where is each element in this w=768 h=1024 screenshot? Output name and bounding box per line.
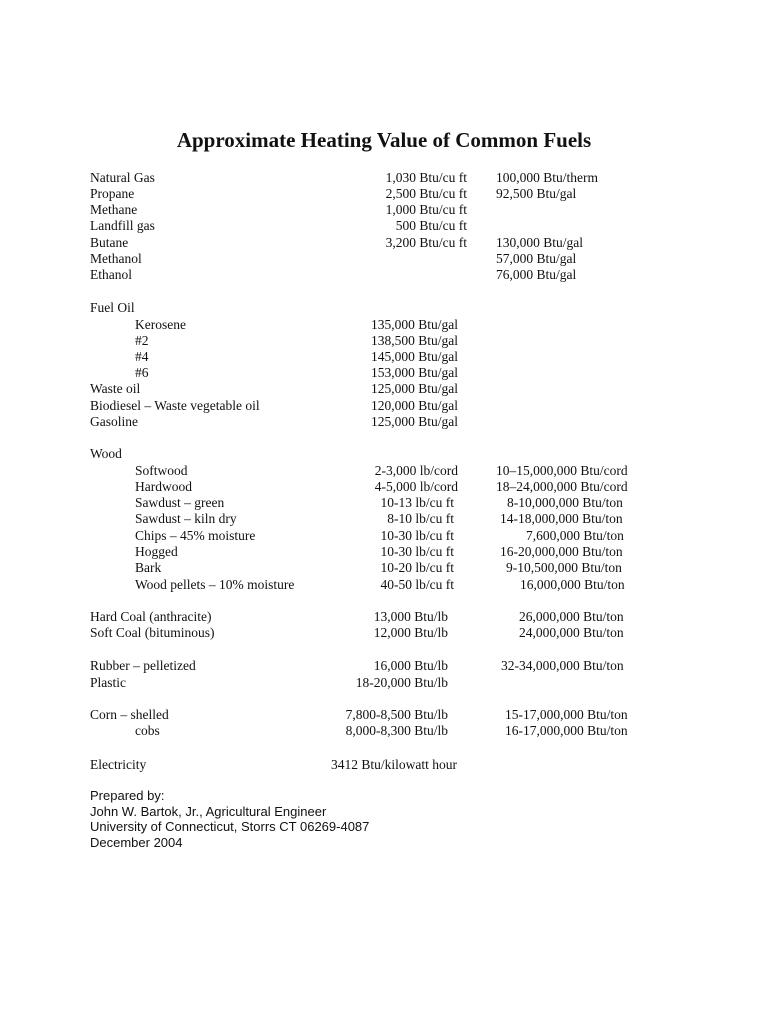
fuel-value-primary: 500 Btu/cu ft — [395, 218, 467, 233]
fuel-label: Hardwood — [135, 479, 192, 494]
table-row — [0, 544, 768, 560]
fuel-value-primary: 153,000 Btu/gal — [371, 365, 458, 380]
fuel-value-secondary: 16-17,000,000 Btu/ton — [505, 723, 628, 738]
fuel-label: Gasoline — [90, 414, 138, 429]
fuel-label: Methane — [90, 202, 138, 217]
fuel-value-secondary: 18–24,000,000 Btu/cord — [496, 479, 628, 494]
table-row — [0, 707, 768, 723]
fuel-label: Butane — [90, 235, 129, 250]
fuel-label: Hogged — [135, 544, 178, 559]
table-row — [0, 414, 768, 430]
fuel-value-secondary: 130,000 Btu/gal — [496, 235, 583, 250]
fuel-value-secondary: 9-10,500,000 Btu/ton — [506, 560, 622, 575]
table-row — [0, 723, 768, 739]
fuel-label: Wood pellets – 10% moisture — [135, 577, 295, 592]
fuel-label: #2 — [135, 333, 149, 348]
table-row — [0, 560, 768, 576]
fuel-value-primary: 10-30 lb/cu ft — [380, 528, 454, 543]
fuel-label: Wood — [90, 446, 122, 461]
fuel-value-primary: 13,000 Btu/lb — [373, 609, 448, 624]
fuel-value-primary: 7,800-8,500 Btu/lb — [345, 707, 448, 722]
fuel-label: Natural Gas — [90, 170, 155, 185]
fuel-label: Softwood — [135, 463, 188, 478]
table-row — [0, 218, 768, 234]
table-row — [0, 495, 768, 511]
fuel-value-primary: 10-20 lb/cu ft — [380, 560, 454, 575]
table-row — [0, 381, 768, 397]
fuel-value-primary: 1,030 Btu/cu ft — [385, 170, 467, 185]
fuel-label: Rubber – pelletized — [90, 658, 196, 673]
fuel-label: Sawdust – green — [135, 495, 225, 510]
fuel-value-primary: 12,000 Btu/lb — [373, 625, 448, 640]
table-row — [0, 609, 768, 625]
fuel-value-secondary: 16-20,000,000 Btu/ton — [500, 544, 623, 559]
fuel-value-primary: 135,000 Btu/gal — [371, 317, 458, 332]
fuel-label: cobs — [135, 723, 160, 738]
fuel-value-secondary: 16,000,000 Btu/ton — [520, 577, 625, 592]
fuel-label: Landfill gas — [90, 218, 155, 233]
fuel-value-primary: 40-50 lb/cu ft — [380, 577, 454, 592]
fuel-value-secondary: 10–15,000,000 Btu/cord — [496, 463, 628, 478]
table-row — [0, 625, 768, 641]
table-row — [0, 675, 768, 691]
fuel-value-secondary: 100,000 Btu/therm — [496, 170, 598, 185]
table-row — [0, 186, 768, 202]
preparer-credits — [90, 788, 369, 850]
fuel-label: Chips – 45% moisture — [135, 528, 256, 543]
fuel-value-primary: 145,000 Btu/gal — [371, 349, 458, 364]
table-row — [0, 757, 768, 773]
fuel-label: Kerosene — [135, 317, 186, 332]
fuel-label: Fuel Oil — [90, 300, 135, 315]
page-title: Approximate Heating Value of Common Fuels — [176, 128, 592, 152]
fuel-value-primary: 8,000-8,300 Btu/lb — [345, 723, 448, 738]
fuel-value-primary: 10-13 lb/cu ft — [380, 495, 454, 510]
fuel-value-secondary: 32-34,000,000 Btu/ton — [501, 658, 624, 673]
fuel-value-secondary: 92,500 Btu/gal — [496, 186, 577, 201]
fuel-label: Propane — [90, 186, 135, 201]
table-row — [0, 267, 768, 283]
table-row — [0, 463, 768, 479]
fuel-value-primary: 125,000 Btu/gal — [371, 381, 458, 396]
author-affiliation: University of Connecticut, Storrs CT 06269-4087 — [90, 819, 370, 834]
fuel-label: Electricity — [90, 757, 147, 772]
fuel-label: Methanol — [90, 251, 142, 266]
fuel-value-secondary: 76,000 Btu/gal — [496, 267, 577, 282]
fuel-value-primary: 2,500 Btu/cu ft — [385, 186, 467, 201]
fuel-value-primary: 8-10 lb/cu ft — [387, 511, 454, 526]
table-row — [0, 658, 768, 674]
fuel-label: Sawdust – kiln dry — [135, 511, 237, 526]
fuel-value-primary: 3412 Btu/kilowatt hour — [331, 757, 457, 772]
fuel-value-primary: 3,200 Btu/cu ft — [385, 235, 467, 250]
fuel-value-secondary: 8-10,000,000 Btu/ton — [507, 495, 623, 510]
fuel-value-primary: 18-20,000 Btu/lb — [355, 675, 448, 690]
fuel-value-primary: 2-3,000 lb/cord — [374, 463, 458, 478]
table-row — [0, 577, 768, 593]
fuel-value-primary: 1,000 Btu/cu ft — [385, 202, 467, 217]
prepared-by-label: Prepared by: — [90, 788, 165, 803]
fuel-value-secondary: 14-18,000,000 Btu/ton — [500, 511, 623, 526]
fuel-value-primary: 125,000 Btu/gal — [371, 414, 458, 429]
fuel-value-primary: 16,000 Btu/lb — [373, 658, 448, 673]
table-row — [0, 511, 768, 527]
table-row — [0, 202, 768, 218]
table-row — [0, 365, 768, 381]
fuel-value-secondary: 15-17,000,000 Btu/ton — [505, 707, 628, 722]
fuel-label: Corn – shelled — [90, 707, 169, 722]
fuel-value-primary: 10-30 lb/cu ft — [380, 544, 454, 559]
fuel-label: Ethanol — [90, 267, 132, 282]
fuel-label: Bark — [135, 560, 162, 575]
section-heading — [0, 300, 768, 316]
table-row — [0, 317, 768, 333]
table-row — [0, 349, 768, 365]
fuel-label: Plastic — [90, 675, 126, 690]
fuel-value-secondary: 24,000,000 Btu/ton — [519, 625, 624, 640]
fuel-value-primary: 4-5,000 lb/cord — [374, 479, 458, 494]
fuel-label: Biodiesel – Waste vegetable oil — [90, 398, 260, 413]
table-row — [0, 398, 768, 414]
table-row — [0, 235, 768, 251]
document-date: December 2004 — [90, 834, 183, 850]
table-row — [0, 170, 768, 186]
table-row — [0, 479, 768, 495]
section-heading — [0, 446, 768, 462]
fuel-value-primary: 138,500 Btu/gal — [371, 333, 458, 348]
table-row — [0, 333, 768, 349]
table-row — [0, 528, 768, 544]
fuel-label: #6 — [135, 365, 149, 380]
fuel-value-secondary: 57,000 Btu/gal — [496, 251, 577, 266]
fuel-label: #4 — [135, 349, 149, 364]
fuel-label: Soft Coal (bituminous) — [90, 625, 215, 640]
fuel-value-primary: 120,000 Btu/gal — [371, 398, 458, 413]
fuel-label: Hard Coal (anthracite) — [90, 609, 212, 624]
author-name: John W. Bartok, Jr., Agricultural Engineer — [90, 803, 327, 819]
fuel-value-secondary: 26,000,000 Btu/ton — [519, 609, 624, 624]
table-row — [0, 251, 768, 267]
fuel-label: Waste oil — [90, 381, 141, 396]
fuel-value-secondary: 7,600,000 Btu/ton — [526, 528, 624, 543]
